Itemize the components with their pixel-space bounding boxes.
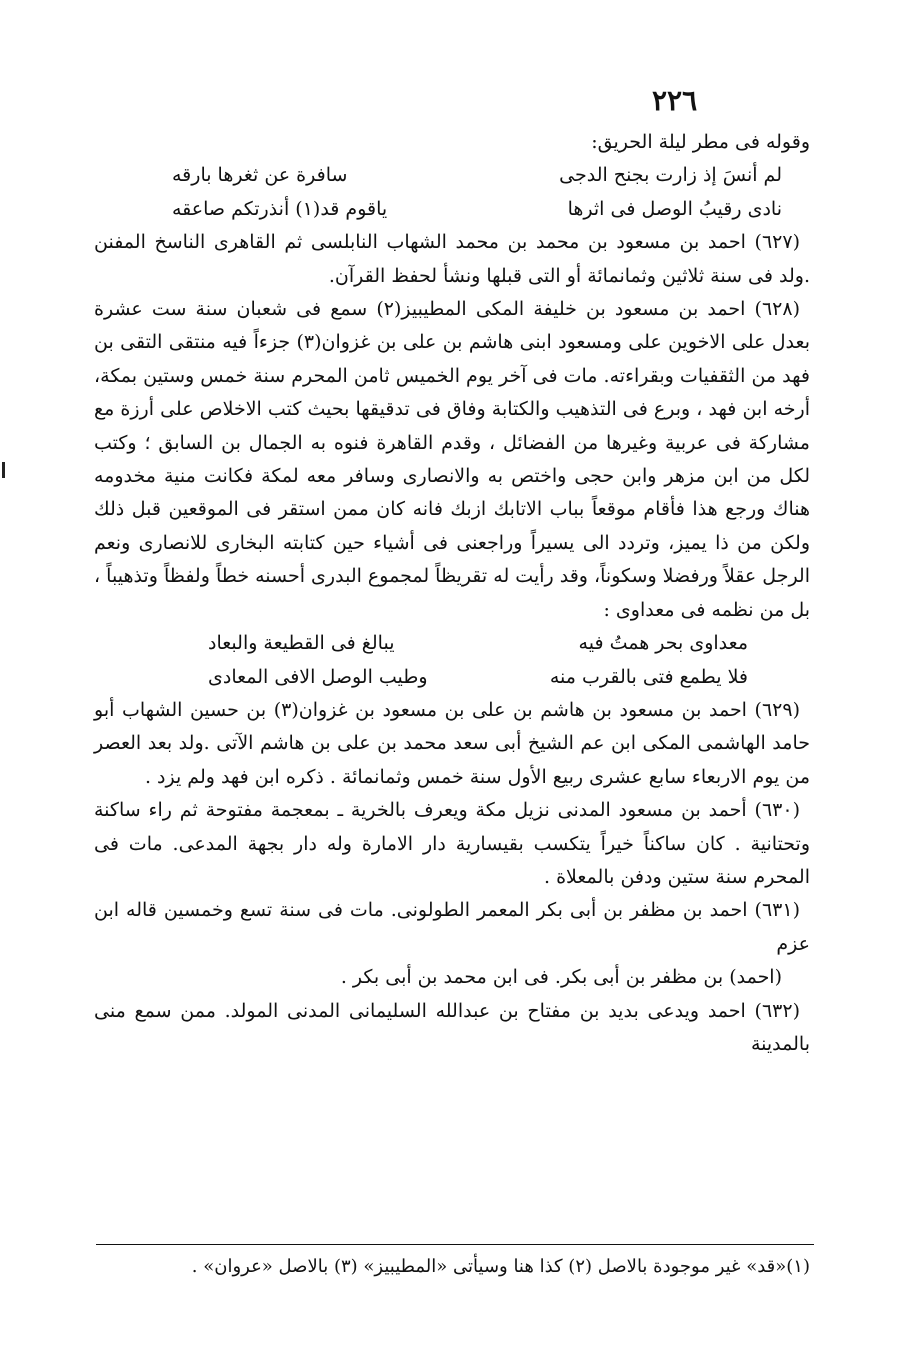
biography-entry-631: (٦٣١) احمد بن مظفر بن أبى بكر المعمر الطولونى. مات فى سنة تسع وخمسين قاله ابن عزم xyxy=(94,899,810,955)
page-number: ٢٢٦ xyxy=(652,84,698,117)
verse-second-hemistich: وطيب الوصل الافى المعادى xyxy=(208,665,428,688)
biography-entry-627: (٦٢٧) احمد بن مسعود بن محمد بن محمد الشهاب النابلسى ثم القاهرى الناسخ المفنن .ولد فى سنة ثلاثين وثمانمائة أو التى قبلها ونشأ لحفظ القرآن. xyxy=(94,231,810,287)
poem-verse xyxy=(172,193,782,226)
verse-second-hemistich: سافرة عن ثغرها بارقه xyxy=(172,164,348,187)
verse-first-hemistich: لم أنسَ إذ زارت بجنح الدجى xyxy=(559,164,782,187)
biography-entry-632: (٦٣٢) احمد ويدعى بديد بن مفتاح بن عبدالله السليمانى المدنى المولد. ممن سمع منى بالمدينة xyxy=(94,999,810,1055)
page-body xyxy=(94,126,810,1061)
biography-entry-629: (٦٢٩) احمد بن مسعود بن هاشم بن على بن مسعود بن غزوان(٣) بن حسين الشهاب أبو حامد الهاشمى المكى ابن عم الشيخ أبى سعد محمد بن على بن هاشم الآتى .ولد بعد العصر من يوم الاربعاء سابع عشرى ربيع الأول سنة خمس وثمانمائة . ذكره ابن فهد ولم يزد . xyxy=(94,698,810,788)
footnote-divider xyxy=(96,1244,814,1245)
poem-verse xyxy=(208,627,748,660)
intro-line: وقوله فى مطر ليلة الحريق: xyxy=(591,131,810,153)
biography-entry-630: (٦٣٠) أحمد بن مسعود المدنى نزيل مكة ويعرف بالخرية ـ بمعجمة مفتوحة ثم راء ساكنة وتحتانية . كان ساكناً خيراً يتكسب بقيسارية دار الامارة وله دار بجهة المدعى. مات فى المحرم سنة ستين ودفن بالمعلاة . xyxy=(94,799,810,888)
poem-verse xyxy=(208,661,748,694)
verse-second-hemistich: يبالغ فى القطيعة والبعاد xyxy=(208,632,395,655)
biography-entry-628: (٦٢٨) احمد بن مسعود بن خليفة المكى المطيبيز(٢) سمع فى شعبان سنة ست عشرة بعدل على الاخوين على ومسعود ابنى هاشم بن على بن غزوان(٣) جزءاً فيه منتقى التقى بن فهد من الثقفيات وبقراءته. مات فى آخر يوم الخميس ثامن المحرم سنة خمس وستين بمكة، أرخه ابن فهد ، وبرع فى التذهيب والكتابة وفاق فى تدقيقها بحيث كتب الاخلاص على أرزة مع مشاركة فى عربية وغيرها من الفضائل ، وقدم القاهرة فنوه به الجمال بن السابق ؛ وكتب لكل من ابن مزهر وابن حجى واختص به والانصارى وسافر معه لمكة فكانت منية مخدومه هناك ورجع هذا فأقام موقعاً بباب الاتابك ازبك فانه كان ممن استقر فى الموقعين قبل ذلك ولكن من ذا يميز، وتردد الى يسيراً وراجعنى فى أشياء حين كتابته البخارى للانصارى ونعم الرجل عقلاً ورفضلا وسكوناً، وقد رأيت له تقريظاً لمجموع البدرى أحسنه خطاً ولفظاً وتذهيباً ، بل من نظمه فى معداوى : xyxy=(94,298,810,621)
poem-fire-night xyxy=(94,159,810,226)
verse-second-hemistich: ياقوم قد(١) أنذرتكم صاعقه xyxy=(172,197,388,220)
cross-reference-entry: (احمد) بن مظفر بن أبى بكر. فى ابن محمد بن أبى بكر . xyxy=(340,966,782,989)
footnotes: (١)«قد» غير موجودة بالاصل (٢) كذا هنا وسيأتى «المطيبيز» (٣) بالاصل «عروان» . xyxy=(191,1256,810,1277)
poem-maadawi xyxy=(94,627,810,694)
margin-mark xyxy=(2,462,5,478)
verse-first-hemistich: معداوى بحر همتُ فيه xyxy=(578,632,748,655)
poem-verse xyxy=(172,159,782,192)
verse-first-hemistich: نادى رقيبُ الوصل فى اثرها xyxy=(567,197,782,220)
verse-first-hemistich: فلا يطمع فتى بالقرب منه xyxy=(549,665,748,688)
